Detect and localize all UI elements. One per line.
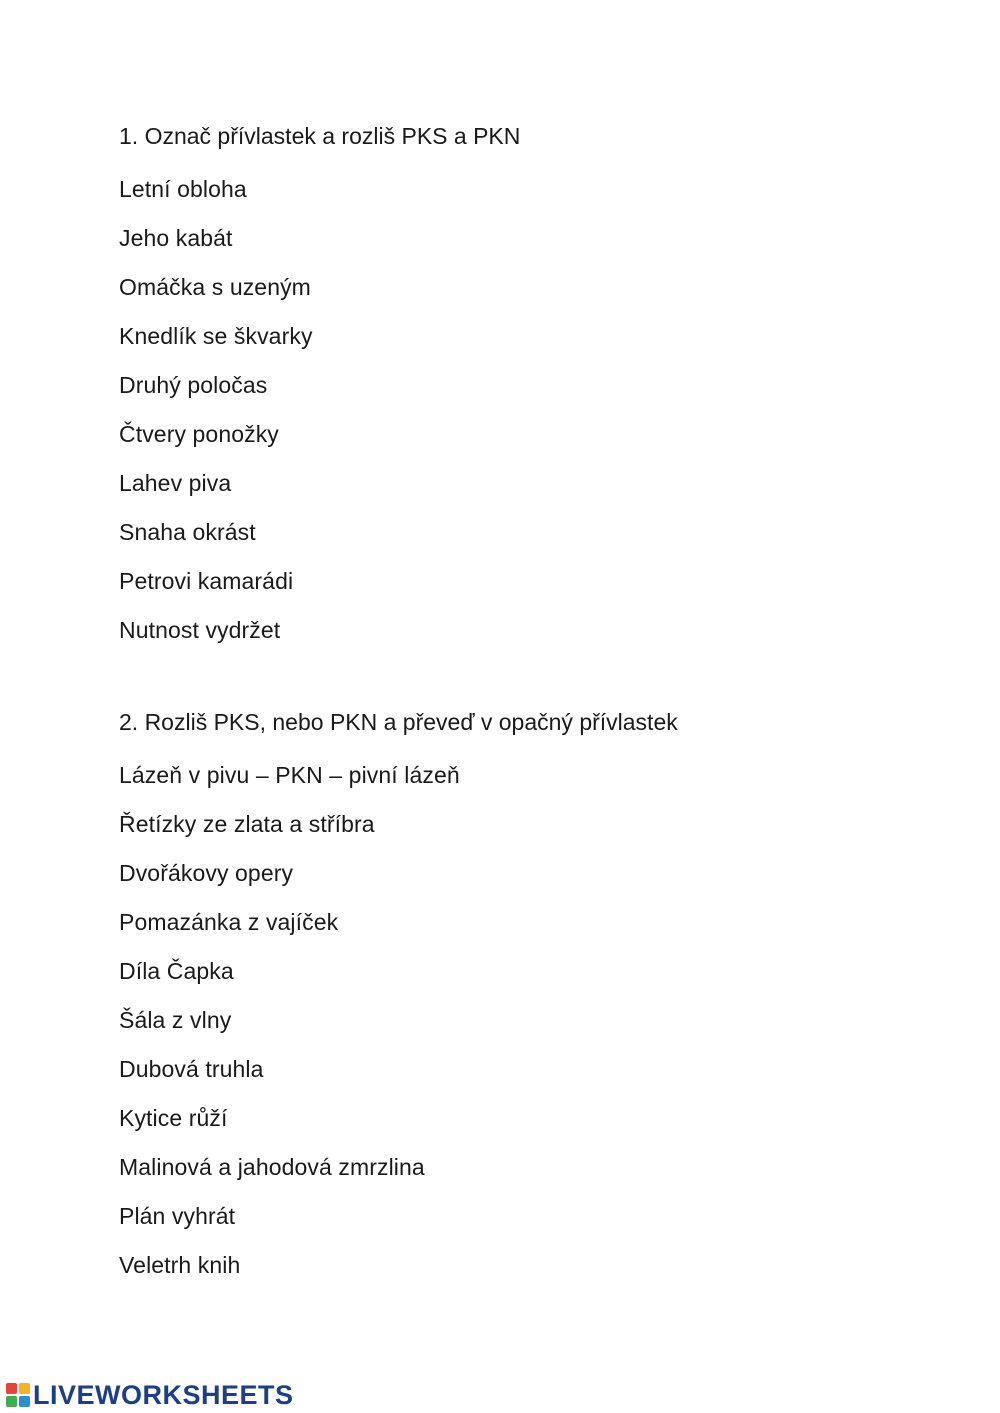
- liveworksheets-logo: [6, 1378, 294, 1412]
- exercise-2-item: Pomazánka z vajíček: [119, 909, 339, 935]
- exercise-2: [119, 702, 678, 1290]
- exercise-2-item: Malinová a jahodová zmrzlina: [119, 1154, 425, 1180]
- exercise-1-item: Letní obloha: [119, 176, 247, 202]
- exercise-1-item: Omáčka s uzeným: [119, 274, 311, 300]
- exercise-2-item: Šála z vlny: [119, 1007, 232, 1033]
- exercise-2-item: Řetízky ze zlata a stříbra: [119, 811, 375, 837]
- exercise-2-item: Dubová truhla: [119, 1056, 264, 1082]
- exercise-2-item: Kytice růží: [119, 1105, 228, 1131]
- exercise-1-item: Čtvery ponožky: [119, 421, 279, 447]
- exercise-2-item: Díla Čapka: [119, 958, 234, 984]
- exercise-2-item: Plán vyhrát: [119, 1203, 236, 1229]
- exercise-2-item: Dvořákovy opery: [119, 860, 294, 886]
- exercise-1-item: Petrovi kamarádi: [119, 568, 294, 594]
- exercise-1-item: Nutnost vydržet: [119, 617, 281, 643]
- exercise-1-heading: 1. Označ přívlastek a rozliš PKS a PKN: [119, 123, 521, 149]
- exercise-2-heading: 2. Rozliš PKS, nebo PKN a převeď v opačný přívlastek: [119, 709, 678, 735]
- exercise-1-item: Lahev piva: [119, 470, 232, 496]
- exercise-2-item: Lázeň v pivu – PKN – pivní lázeň: [119, 762, 460, 788]
- liveworksheets-logo-text: LIVEWORKSHEETS: [33, 1380, 294, 1410]
- exercise-1-item: Jeho kabát: [119, 225, 233, 251]
- exercise-2-item: Veletrh knih: [119, 1252, 241, 1278]
- exercise-1-item: Snaha okrást: [119, 519, 256, 545]
- liveworksheets-logo-icon: [6, 1383, 30, 1407]
- exercise-1-item: Druhý poločas: [119, 372, 268, 398]
- exercise-1-item: Knedlík se škvarky: [119, 323, 313, 349]
- exercise-1: [119, 116, 520, 655]
